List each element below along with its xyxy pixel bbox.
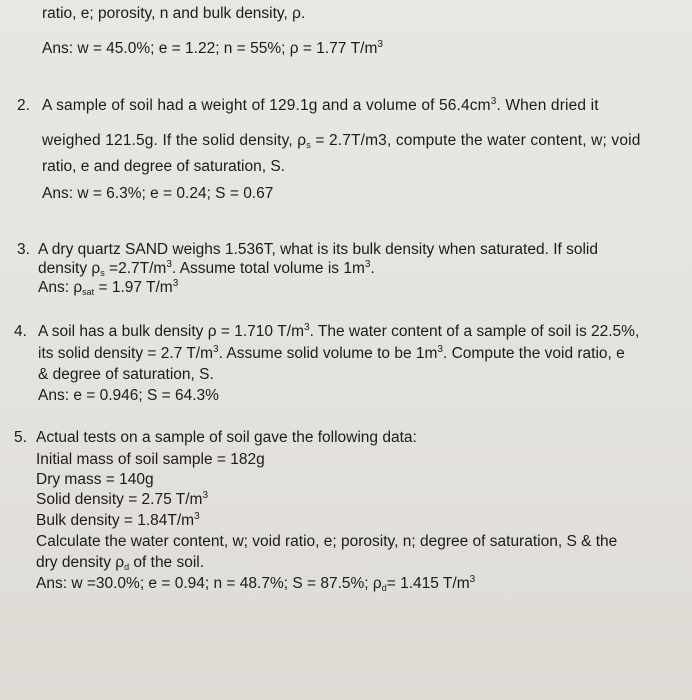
text: of the soil. xyxy=(129,554,205,571)
question-4-line-3: & degree of saturation, S. xyxy=(38,366,214,383)
text: ratio, e; porosity, n and bulk density, ρ. xyxy=(42,5,306,22)
text: = 1.97 T/m xyxy=(94,279,173,296)
text: = 1.415 T/m xyxy=(386,575,470,592)
subscript: d xyxy=(381,583,387,593)
question-2-line-3: ratio, e and degree of saturation, S. xyxy=(42,158,285,175)
text: . Compute the void ratio, e xyxy=(442,345,625,362)
text: . When dried it xyxy=(496,97,599,114)
question-4-number: 4. xyxy=(14,323,27,340)
subscript: sat xyxy=(82,287,95,297)
question-5-line-2: Initial mass of soil sample = 182g xyxy=(36,451,265,468)
text: Bulk density = 1.84T/m xyxy=(36,512,195,529)
text: . The water content of a sample of soil is 22.5%, xyxy=(309,323,640,340)
question-5-line-4 xyxy=(36,490,208,510)
question-2-line-1 xyxy=(42,96,599,116)
question-4-answer: Ans: e = 0.946; S = 64.3% xyxy=(38,387,219,404)
text: its solid density = 2.7 T/m xyxy=(38,345,214,362)
text: . xyxy=(370,260,375,277)
text: Ans: ρ xyxy=(38,279,83,296)
superscript: 3 xyxy=(213,344,219,355)
superscript: 3 xyxy=(304,322,310,333)
question-3-answer xyxy=(38,278,178,298)
text: density ρ xyxy=(38,260,101,277)
subscript: d xyxy=(124,562,130,572)
text: dry density ρ xyxy=(36,554,125,571)
question-5-line-7 xyxy=(36,553,204,573)
question-3-line-2 xyxy=(38,259,375,279)
text: . Assume solid volume to be 1m xyxy=(218,345,438,362)
question-5-number: 5. xyxy=(14,429,27,446)
text: Ans: w =30.0%; e = 0.94; n = 48.7%; S = 87.5%; ρ xyxy=(36,575,382,592)
text: Solid density = 2.75 T/m xyxy=(36,491,203,508)
question-2-number: 2. xyxy=(17,97,30,114)
text: A soil has a bulk density ρ = 1.710 T/m xyxy=(38,323,304,340)
question-3-line-1: A dry quartz SAND weighs 1.536T, what is its bulk density when saturated. If solid xyxy=(38,241,598,258)
top-answer xyxy=(42,39,383,59)
superscript: 3 xyxy=(469,574,476,585)
question-2-line-2 xyxy=(42,131,640,151)
question-5-line-3: Dry mass = 140g xyxy=(36,471,154,488)
superscript: 3 xyxy=(377,39,383,50)
question-2-answer: Ans: w = 6.3%; e = 0.24; S = 0.67 xyxy=(42,185,274,202)
subscript: s xyxy=(306,140,311,150)
question-5-answer xyxy=(36,574,475,594)
text: A sample of soil had a weight of 129.1g and a volume of 56.4cm xyxy=(42,97,491,114)
question-5-line-5 xyxy=(36,511,200,531)
text: Ans: w = 45.0%; e = 1.22; n = 55%; ρ = 1.77 T/m xyxy=(42,40,378,57)
top-line-1 xyxy=(42,4,305,24)
text: . Assume total volume is 1m xyxy=(171,260,365,277)
text: =2.7T/m xyxy=(104,260,167,277)
superscript: 3 xyxy=(490,96,497,107)
superscript: 3 xyxy=(172,278,179,289)
subscript: s xyxy=(100,268,105,278)
question-3-number: 3. xyxy=(17,241,30,258)
superscript: 3 xyxy=(166,259,172,270)
question-5-line-1: Actual tests on a sample of soil gave the following data: xyxy=(36,429,417,446)
question-4-line-2 xyxy=(38,344,625,364)
question-4-line-1 xyxy=(38,322,639,342)
superscript: 3 xyxy=(437,344,443,355)
superscript: 3 xyxy=(202,490,208,501)
question-5-line-6: Calculate the water content, w; void ratio, e; porosity, n; degree of saturation, S & the xyxy=(36,533,618,550)
text: = 2.7T/m3, compute the water content, w; void xyxy=(310,132,641,149)
superscript: 3 xyxy=(194,511,200,522)
text: weighed 121.5g. If the solid density, ρ xyxy=(42,132,307,149)
superscript: 3 xyxy=(364,259,371,270)
